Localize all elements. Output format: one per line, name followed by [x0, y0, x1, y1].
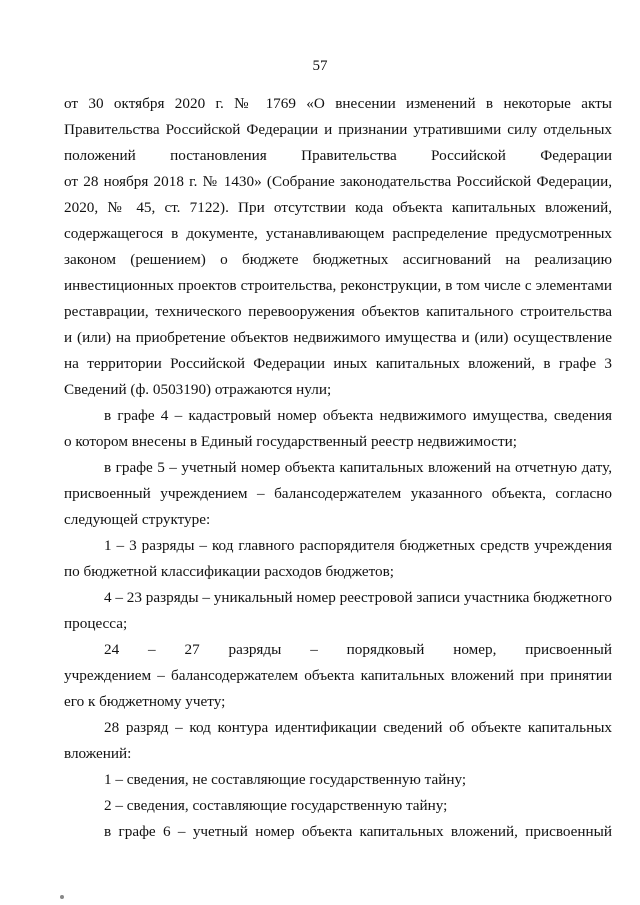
- text-line: и (или) на приобретение объектов недвижимого имущества и (или) осуществление: [64, 329, 612, 346]
- text-line: Сведений (ф. 0503190) отражаются нули;: [64, 381, 332, 398]
- text-line: процесса;: [64, 615, 128, 632]
- text-line: содержащегося в документе, устанавливающем распределение предусмотренных: [64, 225, 612, 242]
- paragraph-first-line: 28 разряд – код контура идентификации сведений об объекте капитальных: [104, 719, 612, 736]
- paragraph-first-line: 24 – 27 разряды – порядковый номер, присвоенный: [104, 641, 612, 658]
- paragraph-first-line: 1 – сведения, не составляющие государственную тайну;: [104, 771, 467, 788]
- text-line: инвестиционных проектов строительства, реконструкции, в том числе с элементами: [64, 277, 612, 294]
- text-line: присвоенный учреждением – балансодержателем указанного объекта, согласно: [64, 485, 612, 502]
- text-line: следующей структуре:: [64, 511, 211, 528]
- text-line: его к бюджетному учету;: [64, 693, 226, 710]
- paragraph-first-line: 1 – 3 разряды – код главного распорядителя бюджетных средств учреждения: [104, 537, 612, 554]
- text-line: по бюджетной классификации расходов бюджетов;: [64, 563, 395, 580]
- text-line: 2020, № 45, ст. 7122). При отсутствии кода объекта капитальных вложений,: [64, 199, 612, 216]
- paragraph-first-line: в графе 4 – кадастровый номер объекта недвижимого имущества, сведения: [104, 407, 612, 424]
- scan-dot: [60, 895, 64, 899]
- text-line: положений постановления Правительства Российской Федерации: [64, 147, 612, 164]
- text-line: учреждением – балансодержателем объекта капитальных вложений при принятии: [64, 667, 612, 684]
- text-line: вложений:: [64, 745, 132, 762]
- text-line: на территории Российской Федерации иных капитальных вложений, в графе 3: [64, 355, 612, 372]
- text-line: реставрации, технического перевооружения объектов капитального строительства: [64, 303, 612, 320]
- text-line: законом (решением) о бюджете бюджетных ассигнований на реализацию: [64, 251, 612, 268]
- paragraph-first-line: в графе 5 – учетный номер объекта капитальных вложений на отчетную дату,: [104, 459, 612, 476]
- text-line: от 30 октября 2020 г. № 1769 «О внесении изменений в некоторые акты: [64, 95, 612, 112]
- text-line: о котором внесены в Единый государственный реестр недвижимости;: [64, 433, 517, 450]
- paragraph-first-line: 4 – 23 разряды – уникальный номер реестровой записи участника бюджетного: [104, 589, 613, 606]
- paragraph-first-line: в графе 6 – учетный номер объекта капитальных вложений, присвоенный: [104, 823, 612, 840]
- text-line: от 28 ноября 2018 г. № 1430» (Собрание законодательства Российской Федерации,: [64, 173, 612, 190]
- text-line: Правительства Российской Федерации и признании утратившими силу отдельных: [64, 121, 612, 138]
- page-number: 57: [312, 58, 328, 74]
- paragraph-first-line: 2 – сведения, составляющие государственную тайну;: [104, 797, 448, 814]
